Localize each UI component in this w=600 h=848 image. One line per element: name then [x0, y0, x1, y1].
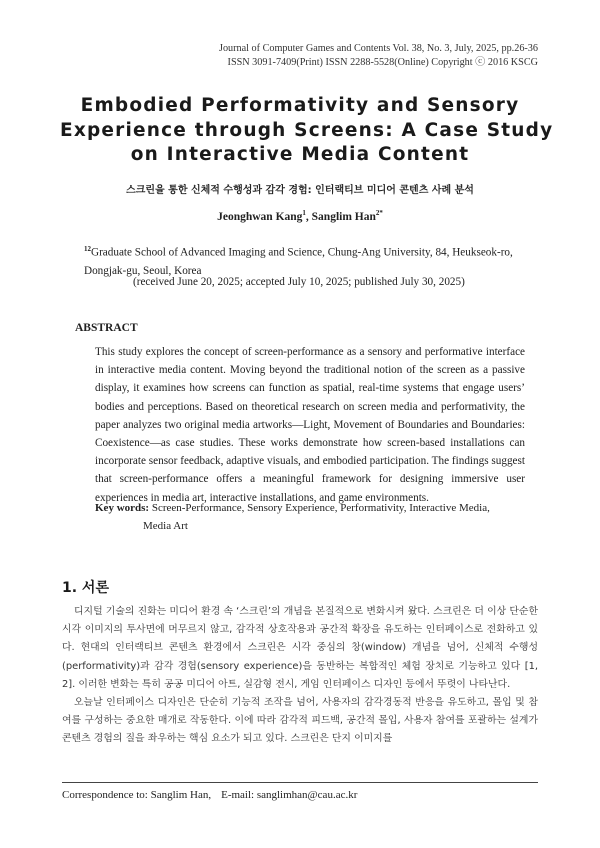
body-paragraph-2: 오늘날 인터페이스 디자인은 단순히 기능적 조작을 넘어, 사용자의 감각경동적 반응을 유도하고, 몰입 및 참여를 구성하는 중요한 매개로 작동한다. 이에 따라 감각적 피드백, 공간적 몰입, 사용자 참여를 포괄하는 설계가 콘텐츠 경험의 질을 좌우하는 핵심 요소가 되고 있다. 스크린은 단지 이미지를: [62, 697, 538, 745]
section-heading: 1. 서론: [62, 580, 109, 596]
author-1-sup: 1: [302, 209, 306, 217]
keywords-label: Key words:: [95, 502, 150, 514]
author-2-sup: 2*: [375, 209, 383, 217]
title-line-2: Experience through Screens: A Case Study: [60, 119, 554, 141]
journal-issn: ISSN 3091-7409(Print) ISSN 2288-5528(Online) Copyright ⓒ 2016 KSCG: [227, 57, 538, 68]
keywords: [95, 499, 535, 535]
abstract-text: This study explores the concept of screen-performance as a sensory and performative interface in interactive media content. Moving beyond the traditional notion of the screen as a passive display, it examines how screens can function as spatial, real-time systems that engage users’ bodies and perceptions. Based on theoretical research on screen media and performativity, the paper analyzes two original media artworks—Light, Movement of Boundaries and Boundaries: Coexistence—as case studies. These works demonstrate how screen-based installations can incorporate sensor feedback, adaptive visuals, and embodied participation. The findings suggest that screen-performance offers a meaningful framework for designing immersive user experiences in media art, interactive installations, and game environments.: [95, 346, 525, 504]
journal-citation: Journal of Computer Games and Contents Vol. 38, No. 3, July, 2025, pp.26-36: [219, 43, 538, 54]
correspondence-email: E-mail: sanglimhan@cau.ac.kr: [221, 789, 358, 801]
correspondence: [62, 789, 357, 801]
keywords-line-2: Media Art: [143, 520, 188, 532]
title-line-3: on Interactive Media Content: [130, 144, 470, 165]
abstract-heading: ABSTRACT: [75, 322, 138, 334]
keywords-line-1: Screen-Performance, Sensory Experience, Performativity, Interactive Media,: [151, 502, 490, 514]
received-dates: (received June 20, 2025; accepted July 10, 2025; published July 30, 2025): [133, 276, 465, 288]
affiliation-sup: 12: [84, 245, 91, 253]
title-line-1: Embodied Performativity and Sensory: [80, 95, 520, 116]
author-separator: ,: [305, 210, 312, 223]
section-body: [62, 603, 538, 749]
author-2: Sanglim Han: [311, 210, 376, 223]
affiliation-text: Graduate School of Advanced Imaging and Science, Chung-Ang University, 84, Heukseok-ro, Dongjak-gu, Seoul, Korea: [84, 246, 513, 277]
footnote-divider: [62, 782, 538, 783]
author-1: Jeonghwan Kang: [217, 210, 303, 223]
affiliation: [84, 240, 534, 280]
body-paragraph-1: 디지털 기술의 진화는 미디어 환경 속 ‘스크린’의 개념을 본질적으로 변화시켜 왔다. 스크린은 더 이상 단순한 시각 이미지의 투사면에 머무르지 않고, 감각적 상호작용과 공간적 확장을 유도하는 인터페이스로 전화하고 있다. 현대의 인터랙티브 콘텐츠 환경에서 스크린은 시각 중심의 창(window) 개념을 넘어, 신체적 수행성(performativity)과 감각 경험(sensory experience)을 동반하는 복합적인 체험 장치로 기능하고 있다 [1, 2]. 이러한 변화는 특히 공공 미디어 아트, 실감형 전시, 게임 인터페이스 디자인 등에서 뚜렷이 나타난다.: [62, 606, 538, 690]
korean-title: 스크린을 통한 신체적 수행성과 감각 경험: 인터랙티브 미디어 콘텐츠 사례 분석: [126, 185, 474, 196]
correspondence-name: Correspondence to: Sanglim Han,: [62, 789, 212, 801]
authors: [0, 209, 600, 223]
paper-title: [60, 94, 554, 168]
